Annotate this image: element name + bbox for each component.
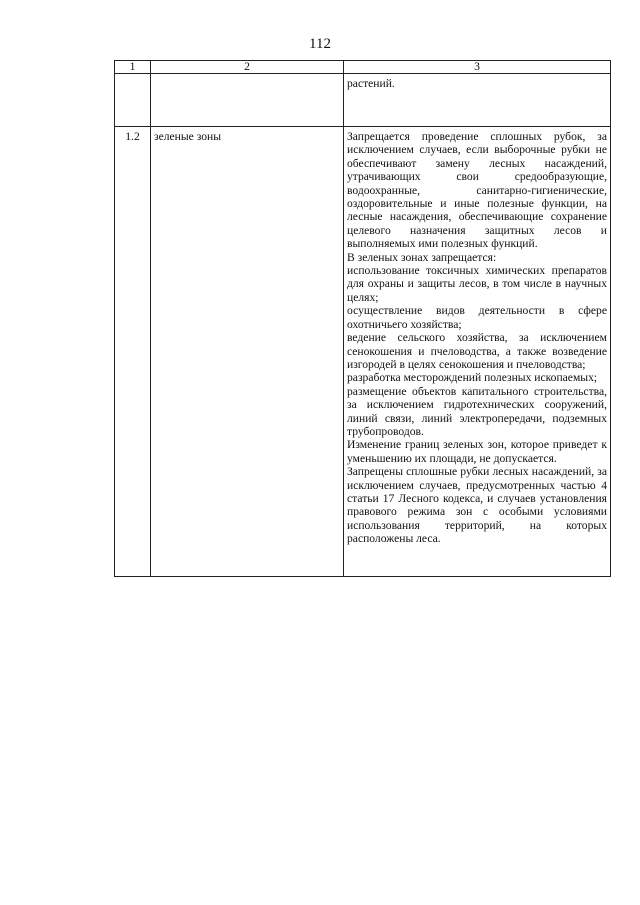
regulations-table (114, 60, 611, 577)
continuation-text: растений. (347, 77, 395, 90)
continuation-cell-1 (115, 74, 151, 127)
restriction-paragraph: размещение объектов капитального строительства, за исключением гидротехнических сооружений, линий связи, линий электропередачи, подземных трубопроводов. (347, 384, 607, 438)
header-cell-3: 3 (344, 61, 611, 74)
restriction-paragraph: Запрещается проведение сплошных рубок, за исключением случаев, если выборочные рубки не обеспечивают замену лесных насаждений, утрачивающих свои средообразующие, водоохранные, санитарно-гигиенические, оздоровительные и иные полезные функции, на лесные насаждения, обеспечивающие сохранение целевого назначения защитных лесов и выполняемых ими полезных функций. (347, 130, 607, 251)
header-cell-2: 2 (151, 61, 344, 74)
restrictions-cell (344, 127, 611, 577)
zone-name: зеленые зоны (151, 127, 344, 577)
header-cell-1: 1 (115, 61, 151, 74)
restriction-paragraph: осуществление видов деятельности в сфере охотничьего хозяйства; (347, 304, 607, 331)
restriction-paragraph: Запрещены сплошные рубки лесных насаждений, за исключением случаев, предусмотренных частью 4 статьи 17 Лесного кодекса, и случаев установления правового режима зон с особыми условиями использования территорий, на которых расположены леса. (347, 465, 607, 546)
continuation-row (115, 74, 611, 127)
page-number: 112 (309, 36, 331, 52)
restriction-paragraph: ведение сельского хозяйства, за исключением сенокошения и пчеловодства, а также возведение изгородей в целях сенокошения и пчеловодства; (347, 331, 607, 371)
restriction-paragraph: Изменение границ зеленых зон, которое приведет к уменьшению их площади, не допускается. (347, 438, 607, 465)
restriction-paragraph: В зеленых зонах запрещается: (347, 250, 497, 264)
row-number: 1.2 (115, 127, 151, 577)
table-row (115, 127, 611, 577)
continuation-cell-2 (151, 74, 344, 127)
restriction-paragraph: разработка месторождений полезных ископаемых; (347, 371, 598, 385)
restriction-paragraph: использование токсичных химических препаратов для охраны и защиты лесов, в том числе в научных целях; (347, 264, 607, 304)
continuation-cell-3 (344, 74, 611, 127)
table-header-row (115, 61, 611, 74)
